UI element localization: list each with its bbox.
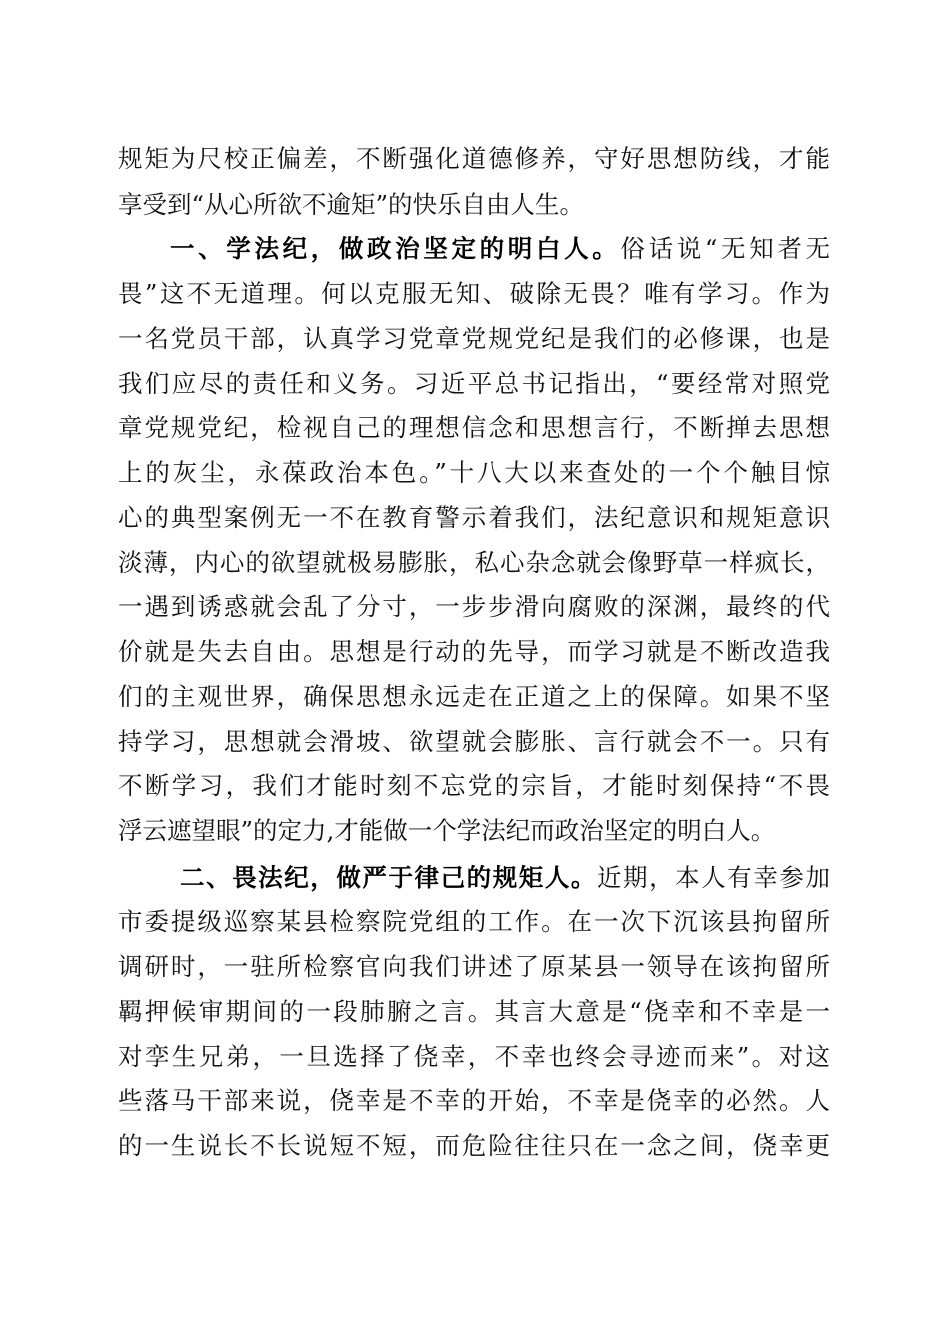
section-heading: 二、畏法纪，做严于律己的规矩人。 [180, 863, 597, 892]
text-line: 不断学习，我们才能时刻不忘党的宗旨，才能时刻保持“不畏 [118, 771, 830, 800]
text-line: 调研时，一驻所检察官向我们讲述了原某县一领导在该拘留所 [118, 952, 830, 981]
text-line: 羁押候审期间的一段肺腑之言。其言大意是“侥幸和不幸是一 [118, 997, 830, 1026]
text-line: 浮云遮望眼”的定力,才能做一个学法纪而政治坚定的明白人。 [118, 816, 776, 845]
text-line: 一遇到诱惑就会乱了分寸，一步步滑向腐败的深渊，最终的代 [118, 592, 830, 621]
text-line: 上的灰尘，永葆政治本色。”十八大以来查处的一个个触目惊 [118, 458, 830, 487]
text-run: 俗话说“无知者无 [620, 234, 831, 263]
text-line: 们的主观世界，确保思想永远走在正道之上的保障。如果不坚 [118, 682, 830, 711]
text-line: 我们应尽的责任和义务。习近平总书记指出，“要经常对照党 [118, 369, 830, 398]
text-line: 心的典型案例无一不在教育警示着我们，法纪意识和规矩意识 [118, 503, 830, 532]
text-line: 些落马干部来说，侥幸是不幸的开始，不幸是侥幸的必然。人 [118, 1086, 830, 1115]
text-line: 淡薄，内心的欲望就极易膨胀，私心杂念就会像野草一样疯长， [118, 548, 830, 577]
text-line: 价就是失去自由。思想是行动的先导，而学习就是不断改造我 [118, 637, 830, 666]
paragraph-first-line [170, 227, 830, 271]
text-line: 的一生说长不长说短不短，而危险往往只在一念之间，侥幸更 [118, 1131, 830, 1160]
text-line: 章党规党纪，检视自己的理想信念和思想言行，不断掸去思想 [118, 413, 830, 442]
section-heading: 一、学法纪，做政治坚定的明白人。 [170, 234, 621, 263]
text-line: 市委提级巡察某县检察院党组的工作。在一次下沉该县拘留所 [118, 907, 830, 936]
text-line: 一名党员干部，认真学习党章党规党纪是我们的必修课，也是 [118, 324, 830, 353]
text-line: 持学习，思想就会滑坡、欲望就会膨胀、言行就会不一。只有 [118, 727, 830, 756]
paragraph-first-line [180, 856, 830, 900]
text-line: 畏”这不无道理。何以克服无知、破除无畏？唯有学习。作为 [118, 279, 830, 308]
text-run: 近期，本人有幸参加 [597, 863, 830, 892]
text-line: 享受到“从心所欲不逾矩”的快乐自由人生。 [118, 190, 585, 219]
text-line: 对孪生兄弟，一旦选择了侥幸，不幸也终会寻迹而来”。对这 [118, 1042, 830, 1071]
text-line: 规矩为尺校正偏差，不断强化道德修养，守好思想防线，才能 [118, 144, 830, 173]
